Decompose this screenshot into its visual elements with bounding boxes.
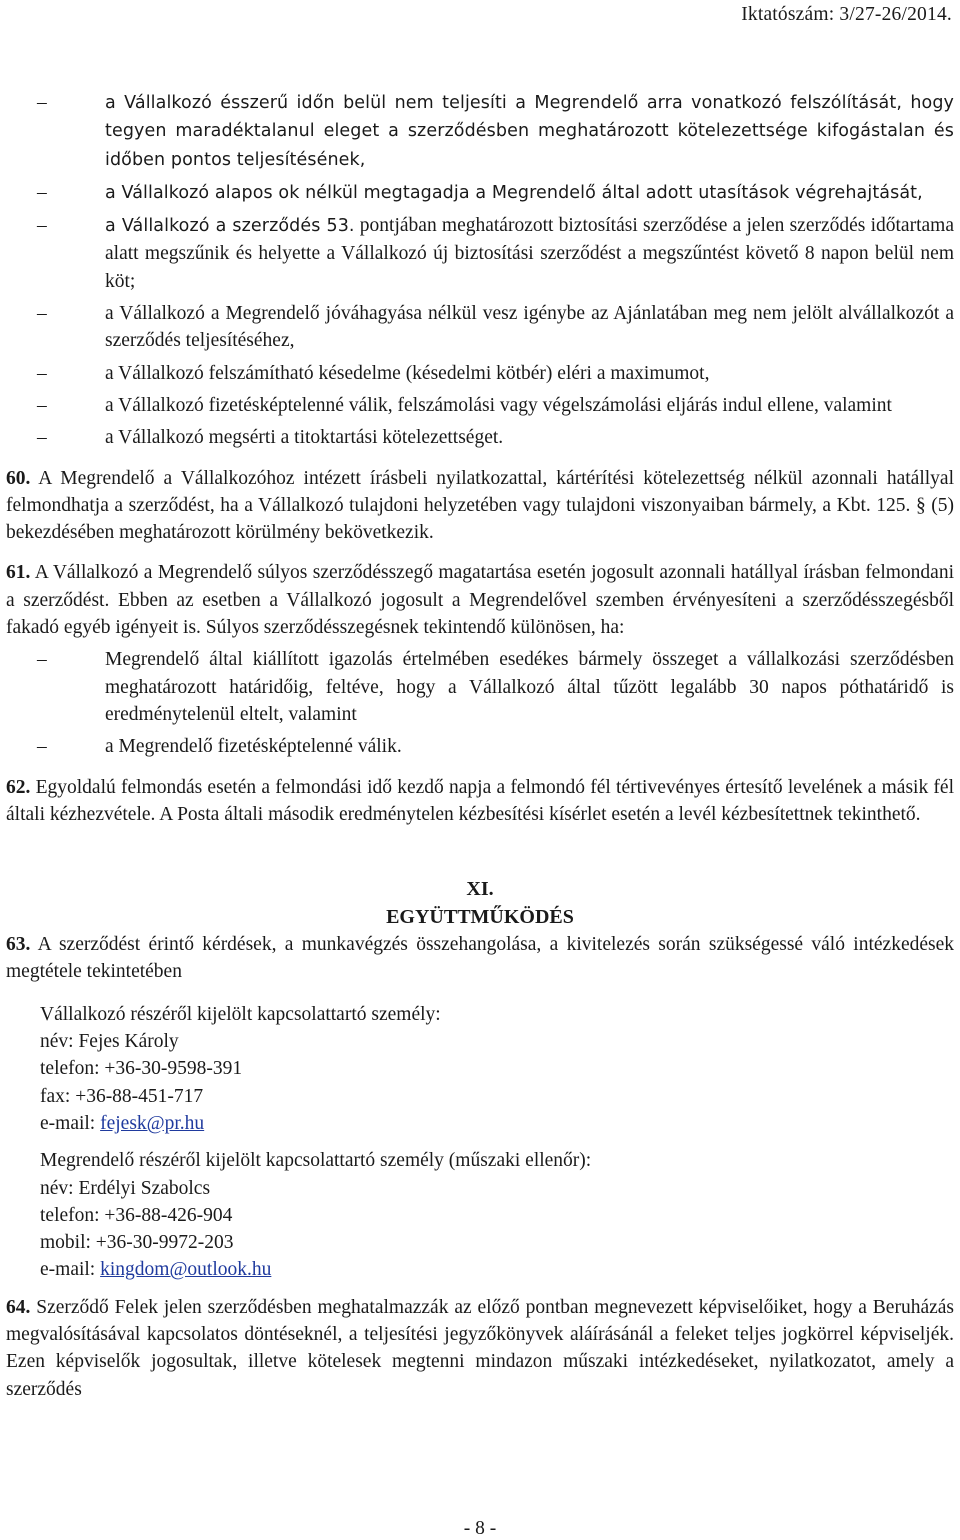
- list-item: [6, 360, 954, 387]
- list-item: [6, 733, 954, 760]
- clause-60: [6, 465, 954, 547]
- list-item-text: a Vállalkozó a Megrendelő jóváhagyása nélkül vesz igénybe az Ajánlatában meg nem jelölt alvállalkozót a szerződés teljesítéséhez,: [105, 303, 954, 352]
- list-item-text: pontjában meghatározott biztosítási szerződése a jelen szerződés időtartama alatt megszűnik és helyette a Vállalkozó új biztosítási szerződést a megszűntést követő 8 napon belül nem köt;: [105, 215, 954, 292]
- registration-number: Iktatószám: 3/27-26/2014.: [741, 4, 952, 25]
- contact-phone: telefon: +36-88-426-904: [40, 1204, 233, 1226]
- email-label: e-mail:: [40, 1112, 101, 1134]
- clause-text: Szerződő Felek jelen szerződésben meghatalmazzák az előző pontban megnevezett képviselőiket, hogy a Beruházás megvalósításával kapcsolatos döntéseknél, a teljesítési jegyzőkönyvek aláírásánál a feleket teljes jogkörrel képviseljék. Ezen képviselők jogosultak, illetve kötelesek megtenni mindazon műszaki intézkedéseket, nyilatkozatot, amely a szerződés: [6, 1296, 954, 1400]
- contact-email-line: [40, 1110, 954, 1137]
- page-number: - 8 -: [463, 1518, 497, 1539]
- section-number: XI.: [466, 878, 494, 901]
- list-item: [6, 212, 954, 295]
- dash-bullet-icon: –: [37, 92, 47, 113]
- list-item-text: a Vállalkozó megsérti a titoktartási kötelezettséget.: [105, 427, 504, 449]
- list-item-text: Megrendelő által kiállított igazolás értelmében esedékes bármely összeget a vállalkozási szerződésben meghatározott határidőig, feltéve, hogy a Vállalkozó által tűzött legalább 30 napos póthatáridő is eredménytelenül eltelt, valamint: [105, 649, 954, 725]
- email-link[interactable]: kingdom@outlook.hu: [100, 1259, 272, 1281]
- contractor-contact-block: [6, 1001, 954, 1137]
- clause-number: 61.: [6, 562, 31, 584]
- clause-number: 62.: [6, 776, 31, 798]
- clause-61: [6, 559, 954, 641]
- clause-number: 64.: [6, 1296, 31, 1318]
- dash-bullet-icon: –: [37, 181, 47, 203]
- list-item: [6, 392, 954, 419]
- list-item: [6, 646, 954, 728]
- client-contact-block: [6, 1147, 954, 1283]
- list-item-text: a Vállalkozó fizetésképtelenné válik, felszámolási vagy végelszámolási eljárás indul ellene, valamint: [105, 394, 892, 416]
- contact-mobile: mobil: +36-30-9972-203: [40, 1232, 234, 1254]
- contact-fax: fax: +36-88-451-717: [40, 1085, 204, 1107]
- list-item: [6, 179, 954, 207]
- list-item-text: a Vállalkozó ésszerű időn belül nem teljesíti a Megrendelő arra vonatkozó felszólítását, hogy tegyen maradéktalanul eleget a szerződésben meghatározott kötelezettsége kifogástalan és időben pontos teljesítésének,: [105, 93, 954, 170]
- dash-bullet-icon: –: [37, 362, 47, 384]
- page-content: [6, 89, 954, 1408]
- dash-bullet-icon: –: [37, 215, 47, 237]
- dash-bullet-icon: –: [37, 394, 47, 416]
- list-item-text: a Vállalkozó alapos ok nélkül megtagadja a Megrendelő által adott utasítások végrehajtását,: [105, 182, 923, 203]
- contact-name: név: Erdélyi Szabolcs: [40, 1177, 211, 1199]
- list-item-text: a Vállalkozó felszámítható késedelme (késedelmi kötbér) eléri a maximumot,: [105, 362, 710, 384]
- section-title: EGYÜTTMŰKÖDÉS: [386, 906, 574, 929]
- contact-phone: telefon: +36-30-9598-391: [40, 1058, 243, 1080]
- contact-name: név: Fejes Károly: [40, 1031, 179, 1053]
- dash-bullet-icon: –: [37, 427, 47, 449]
- clause-64: [6, 1294, 954, 1403]
- email-label: e-mail:: [40, 1259, 101, 1281]
- list-item-text: a Megrendelő fizetésképtelenné válik.: [105, 736, 402, 758]
- dash-bullet-icon: –: [37, 649, 47, 671]
- dash-bullet-icon: –: [37, 303, 47, 325]
- clause-62: [6, 774, 954, 829]
- list-item-text: a Vállalkozó a szerződés 53.: [105, 216, 355, 237]
- list-item: [6, 300, 954, 355]
- email-link[interactable]: fejesk@pr.hu: [100, 1112, 205, 1134]
- clause-text: A Megrendelő a Vállalkozóhoz intézett írásbeli nyilatkozattal, kártérítési kötelezettség nélkül azonnali hatállyal felmondhatja a szerződést, ha a Vállalkozó tulajdoni helyzetében vagy tulajdoni viszonyaiban bármely, a Kbt. 125. § (5) bekezdésében meghatározott körülmény bekövetkezik.: [6, 467, 954, 544]
- clause-text: Egyoldalú felmondás esetén a felmondási idő kezdő napja a felmondó fél tértivevényes értesítő levelének a másik fél általi kézhezvétele. A Posta általi második eredménytelen kézbesítési kísérlet esetén a levél kézbesítettnek tekinthető.: [6, 776, 954, 825]
- contact-heading: Megrendelő részéről kijelölt kapcsolattartó személy (műszaki ellenőr):: [40, 1150, 592, 1172]
- clause-text: A szerződést érintő kérdések, a munkavégzés összehangolása, a kivitelezés során szükségessé váló intézkedések megtétele tekintetében: [6, 934, 954, 983]
- clause-text: A Vállalkozó a Megrendelő súlyos szerződésszegő magatartása esetén jogosult azonnali hatállyal írásban felmondani a szerződést. Ebben az esetben a Vállalkozó jogosult a Megrendelővel szemben érvényesíteni a szerződésszegésből fakadó egyéb igényeit is. Súlyos szerződésszegésnek tekintendő különösen, ha:: [6, 562, 954, 639]
- list-item: [6, 424, 954, 451]
- clause-number: 60.: [6, 467, 31, 489]
- clause-63: [6, 931, 954, 986]
- contact-heading: Vállalkozó részéről kijelölt kapcsolattartó személy:: [40, 1003, 441, 1025]
- clause-number: 63.: [6, 934, 31, 956]
- contact-email-line: [40, 1256, 954, 1283]
- list-item: [6, 89, 954, 174]
- dash-bullet-icon: –: [37, 736, 47, 758]
